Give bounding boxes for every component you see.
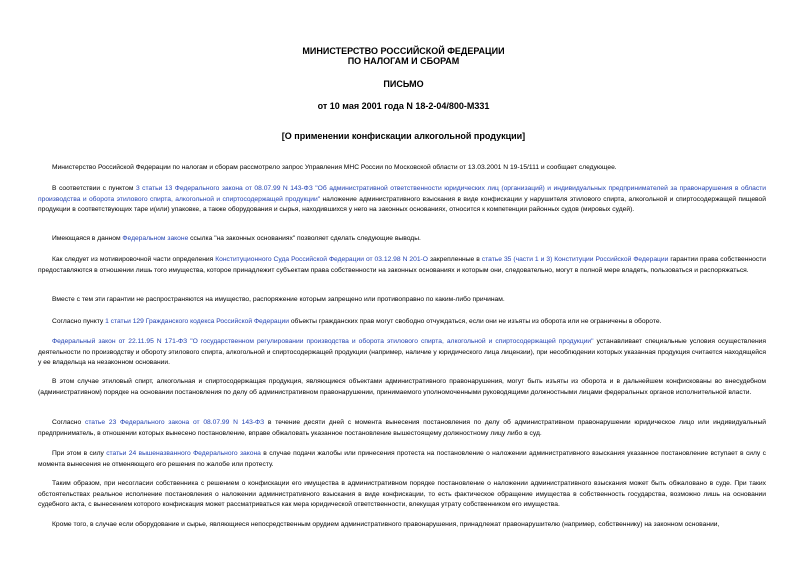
paragraph <box>38 184 766 216</box>
paragraph-text: объекты гражданских прав могут свободно отчуждаться, если они не изъяты из оборота или не ограничены в обороте. <box>288 318 662 325</box>
paragraph <box>38 449 766 470</box>
law-reference-link[interactable]: 1 статьи 129 Гражданского кодекса Российской Федерации <box>105 318 289 325</box>
paragraph <box>38 418 766 439</box>
ministry-line-1: МИНИСТЕРСТВО РОССИЙСКОЙ ФЕДЕРАЦИИ <box>302 46 505 56</box>
paragraph-text: гарантии права собственности предоставляются в отношении лишь того имущества, которое принадлежит субъектам права собственности на законных основаниях и которым они, следовательно, могут в полной мере владеть, пользоваться и распоряжаться. <box>38 256 766 274</box>
paragraph-text: в случае подачи жалобы или принесения протеста на постановление о наложении административного взыскания указанное постановление вступает в силу с момента вынесения не отменяющего его решения по жалобе или протесту. <box>38 450 766 468</box>
paragraph <box>38 520 766 531</box>
law-reference-link[interactable]: статьи 24 вышеназванного Федерального закона <box>106 450 261 457</box>
paragraph-text: Согласно <box>52 419 85 426</box>
paragraph-text: устанавливает специальные условия осуществления деятельности по производству и обороту этилового спирта, алкогольной и спиртосодержащей продукции (например, наличие у юридического лица лицензии), при несоблюдении которых указанная продукция считается находящейся у ее владельца на незаконном основании. <box>38 338 766 366</box>
law-reference-link[interactable]: статье 35 (части 1 и 3) Конституции Российской Федерации <box>481 256 669 263</box>
paragraph-text: наложение административного взыскания в виде конфискации у нарушителя этилового спирта, алкогольной и спиртосодержащей пищевой продукции в соответствующих таре и(или) упаковке, а также оборудования и сырья, находившихся у него на законных основаниях, относится к компетенции районных судов (мировых судей). <box>38 195 766 213</box>
paragraph <box>38 337 766 369</box>
paragraph-text: В этом случае этиловый спирт, алкогольная и спиртосодержащая продукция, являющиеся объектами административного правонарушения, могут быть изъяты из оборота и в дальнейшем конфискованы во внесудебном (административном) порядке на основании постановления по делу об административном правонарушении, принимаемого уполномоченными руководящими должностными лицами федеральных органов исполнительной власти. <box>38 378 766 396</box>
law-reference-link[interactable]: 3 статьи 13 Федерального закона от 08.07.99 N 143-ФЗ "Об административной ответственности юридических лиц (организаций) и индивидуальных предпринимателей за правонарушения в области производства и оборота этилового спирта, алкогольной и спиртосодержащей продукции" <box>38 185 766 203</box>
law-reference-link[interactable]: Федеральный закон от 22.11.95 N 171-ФЗ "О государственном регулировании производства и оборота этилового спирта, алкогольной и спиртосодержащей продукции" <box>52 338 594 345</box>
paragraph-text: Согласно пункту <box>52 318 106 325</box>
paragraph <box>38 295 766 306</box>
paragraph <box>38 163 766 174</box>
doc-subject: [О применении конфискации алкогольной продукции] <box>281 131 526 141</box>
doc-date-number: от 10 мая 2001 года N 18-2-04/800-М331 <box>317 101 490 111</box>
paragraph <box>38 255 766 276</box>
paragraph-text: ссылка "на законных основаниях" позволяет сделать следующие выводы. <box>188 235 421 242</box>
paragraph-text: Таким образом, при несогласии собственника с решением о конфискации его имущества в административном порядке постановление о наложении административного взыскания может быть обжаловано в суде. При таких обстоятельствах реальное исполнение постановления о наложении административного взыскания в виде конфискации, то есть фактическое обращение имущества в собственность государства, возможно лишь на основании судебного акта, с вынесением которого конфискация может рассматриваться как мера юридической ответственности, влекущая утрату собственником его имущества. <box>38 480 766 508</box>
paragraph-text: Имеющаяся в данном <box>52 235 123 242</box>
paragraph-text: В соответствии с пунктом <box>52 185 136 192</box>
paragraph-text: Министерство Российской Федерации по налогам и сборам рассмотрело запрос Управления МНС России по Московской области от 13.03.2001 N 19-15/111 и сообщает следующее. <box>52 164 617 171</box>
paragraph-text: Кроме того, в случае если оборудование и сырье, являющиеся непосредственным орудием административного правонарушения, принадлежат правонарушителю (например, собственнику) на законном основании, <box>52 521 720 528</box>
law-reference-link[interactable]: Конституционного Суда Российской Федерации от 03.12.98 N 201-О <box>215 256 428 263</box>
paragraph <box>38 234 766 245</box>
doc-type: ПИСЬМО <box>383 79 424 89</box>
paragraph-text: При этом в силу <box>52 450 107 457</box>
ministry-line-2: ПО НАЛОГАМ И СБОРАМ <box>347 56 460 66</box>
law-reference-link[interactable]: Федеральном законе <box>122 235 189 242</box>
law-reference-link[interactable]: статье 23 Федерального закона от 08.07.99 N 143-ФЗ <box>84 419 265 426</box>
paragraph-text: Как следует из мотивировочной части определения <box>52 256 216 263</box>
paragraph-text: Вместе с тем эти гарантии не распространяются на имущество, распоряжение которым запрещено или противоправно по каким-либо причинам. <box>52 296 505 303</box>
paragraph <box>38 479 766 511</box>
paragraph-text: в течение десяти дней с момента вынесения постановления по делу об административном правонарушении юридическое лицо или индивидуальный предприниматель, в отношении которых вынесено постановление, вправе обжаловать указанное постановление вышестоящему должностному лицу либо в суд. <box>38 419 766 437</box>
paragraph-text: закрепленные в <box>427 256 482 263</box>
paragraph <box>38 317 766 328</box>
paragraph <box>38 377 766 398</box>
